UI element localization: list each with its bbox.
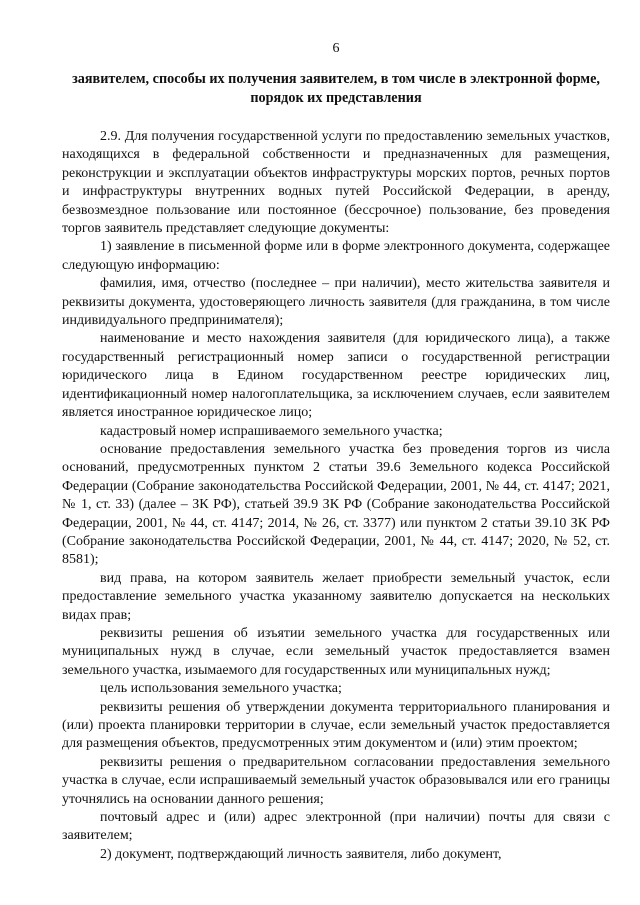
section-heading: заявителем, способы их получения заявителем, в том числе в электронной форме, порядок их представления: [72, 71, 600, 106]
paragraph-2-9: 2.9. Для получения государственной услуги по предоставлению земельных участков, находящихся в федеральной собственности и предназначенных для размещения, реконструкции и эксплуатации объектов инфраструктуры морских портов, речных портов и инфраструктуры внутренних водных путей Российской Федерации, в аренду, безвозмездное пользование или постоянное (бессрочное) пользование, без проведения торгов заявитель представляет следующие документы:: [62, 129, 610, 237]
paragraph-contact-address: почтовый адрес и (или) адрес электронной (при наличии) почты для связи с заявителем;: [62, 810, 610, 844]
paragraph-cadastral-number: кадастровый номер испрашиваемого земельного участка;: [100, 423, 443, 439]
paragraph-item-1: 1) заявление в письменной форме или в форме электронного документа, содержащее следующую информацию:: [62, 239, 610, 273]
paragraph-right-type: вид права, на котором заявитель желает приобрести земельный участок, если предоставление земельного участка указанному заявителю допускается на нескольких видах прав;: [62, 570, 610, 623]
paragraph-applicant-name: фамилия, имя, отчество (последнее – при наличии), место жительства заявителя и реквизиты документа, удостоверяющего личность заявителя (для гражданина, в том числе индивидуального предпринимателя);: [62, 276, 610, 329]
paragraph-legal-entity: наименование и место нахождения заявителя (для юридического лица), а также государственный регистрационный номер записи о государственной регистрации юридического лица в Едином государственном реестре юридических лиц, идентификационный номер налогоплательщика, за исключением случаев, если заявителем является иностранное юридическое лицо;: [62, 331, 610, 421]
paragraph-preliminary-approval: реквизиты решения о предварительном согласовании предоставления земельного участка в случае, если испрашиваемый земельный участок образовывался или его границы уточнялись на основании данного решения;: [62, 754, 610, 807]
paragraph-legal-basis: основание предоставления земельного участка без проведения торгов из числа оснований, предусмотренных пунктом 2 статьи 39.6 Земельного кодекса Российской Федерации (Собрание законодательства Российской Федерации, 2001, № 44, ст. 4147; 2021, № 1, ст. 33) (далее – ЗК РФ), статьей 39.9 ЗК РФ (Собрание законодательства Российской Федерации, 2001, № 44, ст. 4147; 2014, № 26, ст. 3377) или пунктом 2 статьи 39.10 ЗК РФ (Собрание законодательства Российской Федерации, 2001, № 44, ст. 4147; 2020, № 52, ст. 8581);: [62, 441, 610, 568]
document-body: [62, 128, 610, 864]
page-number: 6: [332, 41, 340, 56]
paragraph-land-use-purpose: цель использования земельного участка;: [100, 681, 342, 697]
paragraph-seizure-decision: реквизиты решения об изъятии земельного участка для государственных или муниципальных нужд в случае, если земельный участок предоставляется взамен земельного участка, изымаемого для государственных или муниципальных нужд;: [62, 625, 610, 678]
paragraph-item-2: 2) документ, подтверждающий личность заявителя, либо документ,: [100, 846, 502, 862]
paragraph-planning-decision: реквизиты решения об утверждении документа территориального планирования и (или) проекта планировки территории в случае, если земельный участок предоставляется для размещения объектов, предусмотренных этим документом и (или) этим проектом;: [62, 699, 610, 752]
